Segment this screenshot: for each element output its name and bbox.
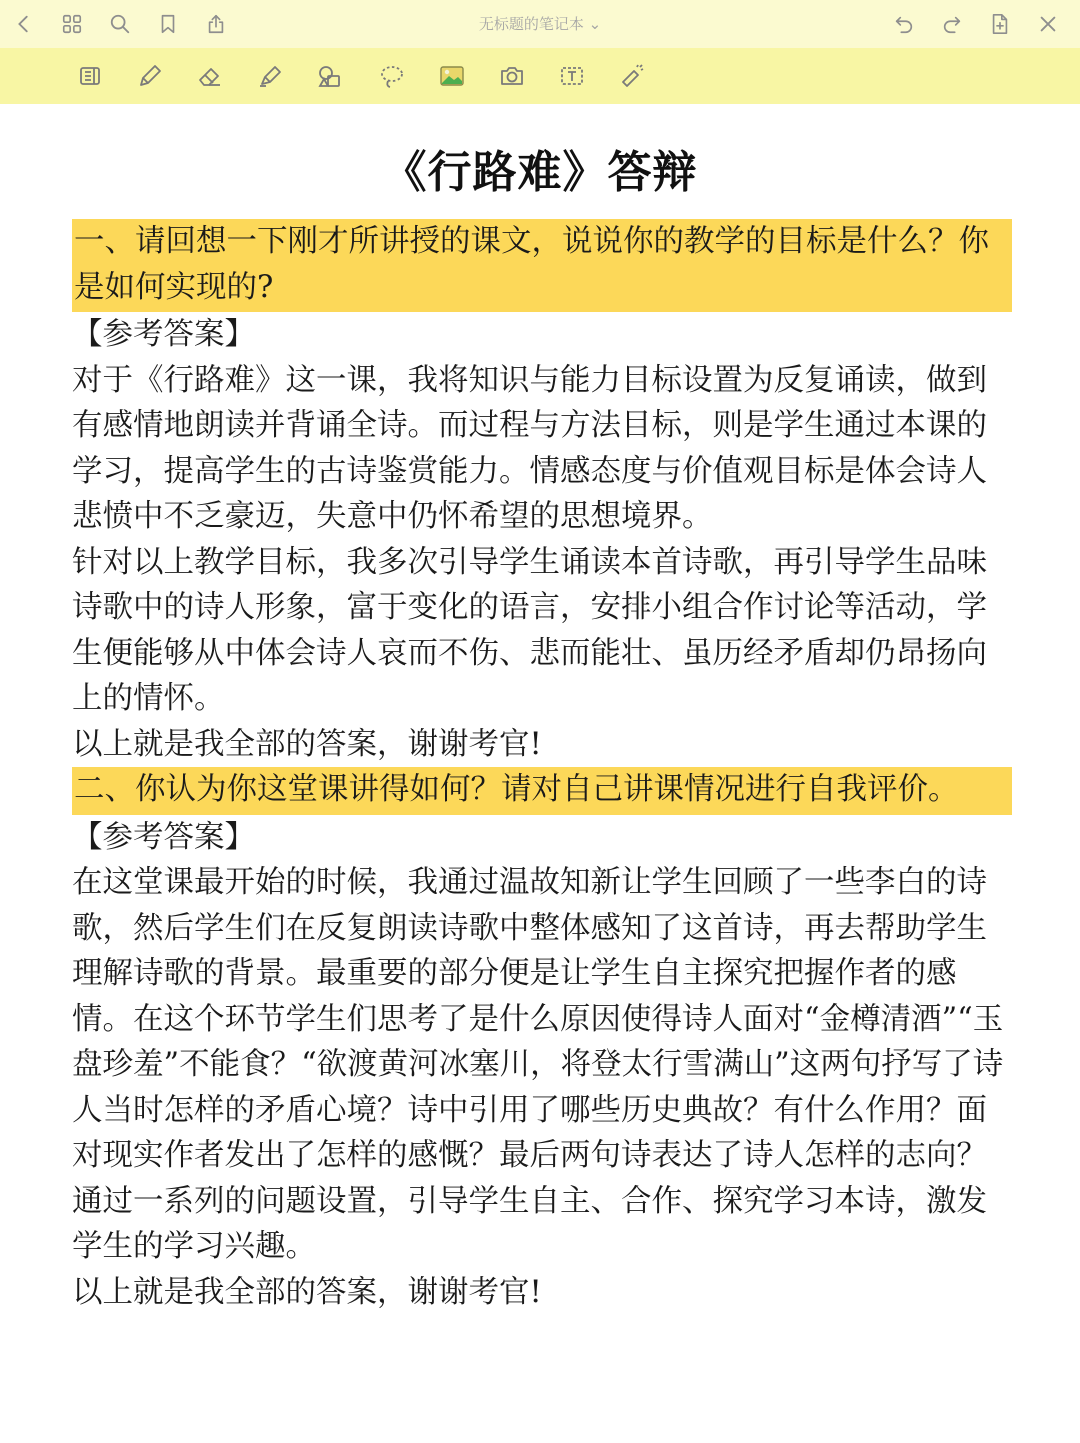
reference-answer-label: 【参考答案】 [72, 317, 255, 352]
answer-1-closing: 以上就是我全部的答案，谢谢考官! [72, 726, 542, 762]
text-box-icon[interactable] [556, 60, 588, 92]
laser-pointer-icon[interactable] [616, 60, 648, 92]
eraser-icon[interactable] [194, 60, 226, 92]
notebook-title-text: 无标题的笔记本 [478, 15, 584, 33]
back-icon[interactable] [10, 10, 38, 38]
answer-1-paragraph-2: 针对以上教学目标，我多次引导学生诵读本首诗歌，再引导学生品味诗歌中的诗人形象，富于变化的语言，安排小组合作讨论等活动，学生便能够从中体会诗人哀而不伤、悲而能壮、虽历经矛盾却仍昂扬向上的情怀。 [72, 544, 987, 716]
document-body [72, 219, 1012, 1315]
highlighter-icon[interactable] [254, 60, 286, 92]
shapes-icon[interactable] [314, 60, 346, 92]
tool-bar [0, 48, 1080, 104]
question-1: 一、请回想一下刚才所讲授的课文，说说你的教学的目标是什么？你是如何实现的? [72, 219, 1012, 312]
notebook-title[interactable] [479, 15, 601, 33]
image-icon[interactable] [436, 60, 468, 92]
question-2: 二、你认为你这堂课讲得如何？请对自己讲课情况进行自我评价。 [72, 767, 1012, 815]
read-only-mode-icon[interactable] [74, 60, 106, 92]
pen-icon[interactable] [134, 60, 166, 92]
share-icon[interactable] [202, 10, 230, 38]
answer-1-paragraph-1: 对于《行路难》这一课，我将知识与能力目标设置为反复诵读，做到有感情地朗读并背诵全诗。而过程与方法目标，则是学生通过本课的学习，提高学生的古诗鉴赏能力。情感态度与价值观目标是体会诗人悲愤中不乏豪迈，失意中仍怀希望的思想境界。 [72, 362, 987, 534]
answer-2-paragraph-1: 在这堂课最开始的时候，我通过温故知新让学生回顾了一些李白的诗歌，然后学生们在反复朗读诗歌中整体感知了这首诗，再去帮助学生理解诗歌的背景。最重要的部分便是让学生自主探究把握作者的感情。在这个环节学生们思考了是什么原因使得诗人面对“金樽清酒”“玉盘珍羞”不能食？“欲渡黄河冰塞川，将登太行雪满山”这两句抒写了诗人当时怎样的矛盾心境？诗中引用了哪些历史典故？有什么作用？面对现实作者发出了怎样的感慨？最后两句诗表达了诗人怎样的志向？通过一系列的问题设置，引导学生自主、合作、探究学习本诗，激发学生的学习兴趣。 [72, 865, 1004, 1264]
close-icon[interactable] [1034, 10, 1062, 38]
document-title: 《行路难》答辩 [382, 147, 698, 198]
add-page-icon[interactable] [986, 10, 1014, 38]
bookmark-icon[interactable] [154, 10, 182, 38]
undo-icon[interactable] [890, 10, 918, 38]
reference-answer-label: 【参考答案】 [72, 819, 255, 855]
camera-icon[interactable] [496, 60, 528, 92]
answer-2-closing: 以上就是我全部的答案，谢谢考官! [72, 1274, 542, 1310]
grid-view-icon[interactable] [58, 10, 86, 38]
redo-icon[interactable] [938, 10, 966, 38]
title-bar [0, 0, 1080, 48]
lasso-icon[interactable] [376, 60, 408, 92]
search-icon[interactable] [106, 10, 134, 38]
chevron-down-icon: ⌄ [588, 15, 602, 33]
